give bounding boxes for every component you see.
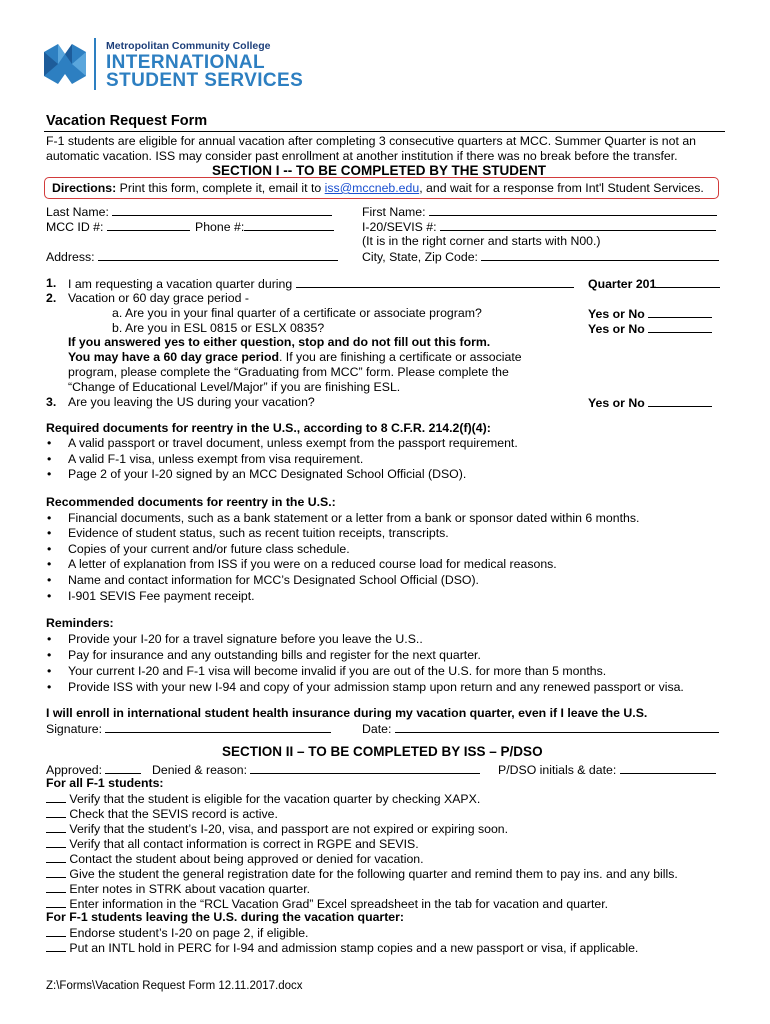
q2-number: 2. — [46, 291, 57, 305]
phone-field[interactable]: Phone #: — [195, 219, 334, 234]
bullet-icon: • — [47, 632, 52, 646]
checklist-item[interactable]: Verify that all contact information is correct in RGPE and SEVIS. — [46, 836, 419, 851]
required-heading: Required documents for reentry in the U.S., according to 8 C.F.R. 214.2(f)(4): — [46, 421, 491, 435]
email-link[interactable]: iss@mccneb.edu — [324, 181, 420, 195]
q2b-yesno[interactable]: Yes or No — [588, 321, 712, 336]
dept-line-2: STUDENT SERVICES — [106, 70, 304, 91]
college-name: Metropolitan Community College — [106, 40, 271, 52]
approved-field[interactable]: Approved: — [46, 762, 141, 777]
bullet-icon: • — [47, 526, 52, 540]
stop-note: If you answered yes to either question, stop and do not fill out this form. — [68, 335, 491, 349]
page-title: Vacation Request Form — [46, 113, 208, 129]
bullet-icon: • — [47, 467, 52, 481]
list-item: Pay for insurance and any outstanding bills and register for the next quarter. — [68, 648, 481, 662]
bullet-icon: • — [47, 573, 52, 587]
grace-line-2: program, please complete the “Graduating from MCC” form. Please complete the — [68, 365, 509, 379]
bullet-icon: • — [47, 557, 52, 571]
q2a-yesno[interactable]: Yes or No — [588, 306, 712, 321]
list-item: Financial documents, such as a bank statement or a letter from a bank or sponsor dated within 6 months. — [68, 511, 640, 525]
grace-line-3: “Change of Educational Level/Major” if you are finishing ESL. — [68, 380, 401, 394]
leaving-heading: For F-1 students leaving the U.S. during the vacation quarter: — [46, 910, 405, 924]
checklist-item[interactable]: Verify that the student is eligible for the vacation quarter by checking XAPX. — [46, 791, 480, 806]
bullet-icon: • — [47, 436, 52, 450]
directions: Directions: Print this form, complete it, email it to iss@mccneb.edu, and wait for a response from Int'l Student Services. — [52, 181, 704, 195]
list-item: I-901 SEVIS Fee payment receipt. — [68, 589, 255, 603]
denied-field[interactable]: Denied & reason: — [152, 762, 480, 777]
pdso-field[interactable]: P/DSO initials & date: — [498, 762, 716, 777]
mcc-logo-icon — [44, 44, 86, 84]
q2-text: Vacation or 60 day grace period - — [68, 291, 249, 305]
list-item: A valid F-1 visa, unless exempt from visa requirement. — [68, 452, 364, 466]
checklist-item[interactable]: Enter notes in STRK about vacation quarter. — [46, 881, 310, 896]
recommended-heading: Recommended documents for reentry in the U.S.: — [46, 495, 336, 509]
list-item: A letter of explanation from ISS if you were on a reduced course load for medical reasons. — [68, 557, 557, 571]
city-field[interactable]: City, State, Zip Code: — [362, 249, 719, 264]
bullet-icon: • — [47, 648, 52, 662]
q3-number: 3. — [46, 395, 57, 409]
list-item: Provide ISS with your new I-94 and copy of your admission stamp upon return and any renewed passport or visa. — [68, 680, 684, 694]
footer-path: Z:\Forms\Vacation Request Form 12.11.2017.docx — [46, 980, 303, 992]
bullet-icon: • — [47, 664, 52, 678]
logo-divider — [94, 38, 96, 90]
list-item: A valid passport or travel document, unless exempt from the passport requirement. — [68, 436, 518, 450]
address-field[interactable]: Address: — [46, 249, 338, 264]
section-1-heading: SECTION I -- TO BE COMPLETED BY THE STUDENT — [212, 163, 547, 178]
bullet-icon: • — [47, 589, 52, 603]
list-item: Provide your I-20 for a travel signature before you leave the U.S.. — [68, 632, 423, 646]
checklist-item[interactable]: Give the student the general registration date for the following quarter and remind them to pay ins. and any bills. — [46, 866, 678, 881]
bullet-icon: • — [47, 542, 52, 556]
i20-note: (It is in the right corner and starts with N00.) — [362, 234, 601, 248]
quarter-field[interactable]: Quarter 201 — [588, 276, 720, 291]
bullet-icon: • — [47, 511, 52, 525]
q1-number: 1. — [46, 276, 57, 290]
bullet-icon: • — [47, 452, 52, 466]
mcc-id-field[interactable]: MCC ID #: — [46, 219, 190, 234]
checklist-item[interactable]: Check that the SEVIS record is active. — [46, 806, 278, 821]
checklist-item[interactable]: Endorse student’s I-20 on page 2, if eligible. — [46, 925, 308, 940]
q1-field[interactable]: I am requesting a vacation quarter during — [68, 276, 574, 291]
title-rule — [44, 131, 725, 132]
list-item: Copies of your current and/or future class schedule. — [68, 542, 350, 556]
intro-line-1: F-1 students are eligible for annual vacation after completing 3 consecutive quarters at MCC. Summer Quarter is not an — [46, 134, 696, 148]
date-field[interactable]: Date: — [362, 721, 719, 736]
signature-field[interactable]: Signature: — [46, 721, 331, 736]
i20-field[interactable]: I-20/SEVIS #: — [362, 219, 716, 234]
reminders-heading: Reminders: — [46, 616, 114, 630]
q2a-text: a. Are you in your final quarter of a certificate or associate program? — [112, 306, 482, 320]
list-item: Page 2 of your I-20 signed by an MCC Designated School Official (DSO). — [68, 467, 467, 481]
grace-line-1: You may have a 60 day grace period. If you are finishing a certificate or associate — [68, 350, 522, 364]
q2b-text: b. Are you in ESL 0815 or ESLX 0835? — [112, 321, 325, 335]
first-name-field[interactable]: First Name: — [362, 204, 717, 219]
checklist-item[interactable]: Enter information in the “RCL Vacation Grad” Excel spreadsheet in the tab for vacation and quarter. — [46, 896, 608, 911]
checklist-item[interactable]: Verify that the student’s I-20, visa, and passport are not expired or expiring soon. — [46, 821, 508, 836]
insurance-statement: I will enroll in international student health insurance during my vacation quarter, even if I leave the U.S. — [46, 706, 648, 720]
all-f1-heading: For all F-1 students: — [46, 776, 164, 790]
checklist-item[interactable]: Put an INTL hold in PERC for I-94 and admission stamp copies and a new passport or visa, if applicable. — [46, 940, 638, 955]
list-item: Your current I-20 and F-1 visa will become invalid if you are out of the U.S. for more than 5 months. — [68, 664, 607, 678]
q3-yesno[interactable]: Yes or No — [588, 395, 712, 410]
last-name-field[interactable]: Last Name: — [46, 204, 332, 219]
dept-line-1: INTERNATIONAL — [106, 52, 265, 73]
checklist-item[interactable]: Contact the student about being approved or denied for vacation. — [46, 851, 424, 866]
section-2-heading: SECTION II – TO BE COMPLETED BY ISS – P/DSO — [222, 744, 543, 759]
list-item: Name and contact information for MCC’s Designated School Official (DSO). — [68, 573, 479, 587]
q3-text: Are you leaving the US during your vacation? — [68, 395, 315, 409]
list-item: Evidence of student status, such as recent tuition receipts, transcripts. — [68, 526, 449, 540]
bullet-icon: • — [47, 680, 52, 694]
intro-line-2: automatic vacation. ISS may consider past enrollment at another institution if there was no break before the transfer. — [46, 149, 678, 163]
